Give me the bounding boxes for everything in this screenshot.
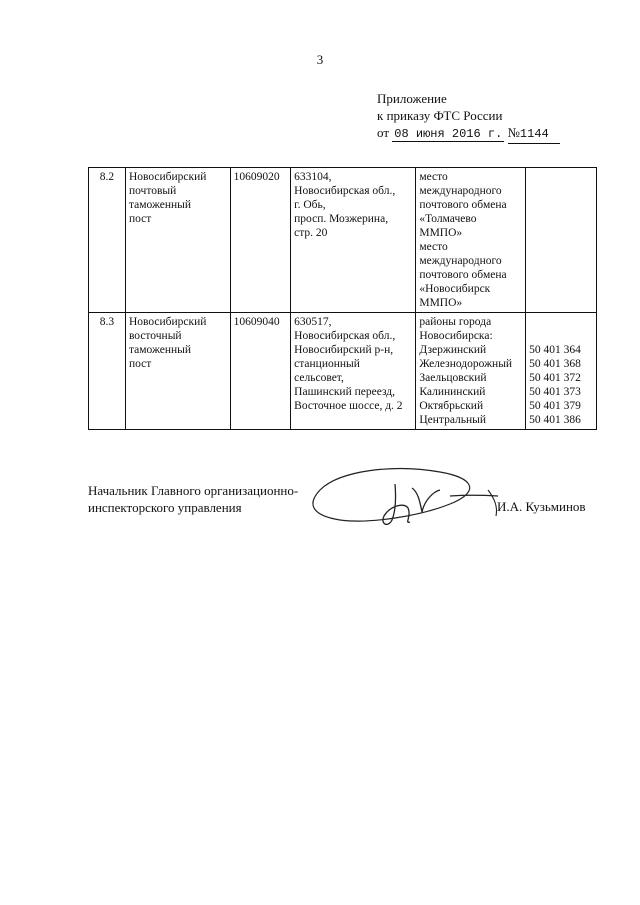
okato-code: 50 401 372 <box>529 372 581 384</box>
table-row <box>89 168 597 313</box>
post-address: 633104, Новосибирская обл., г. Обь, просп. Мозжерина, стр. 20 <box>291 168 416 313</box>
post-code: 10609020 <box>230 168 291 313</box>
post-name: Новосибирский восточный таможенный пост <box>125 313 230 430</box>
appendix-title: Приложение <box>377 91 447 106</box>
date-prefix: от <box>377 125 390 140</box>
post-name: Новосибирский почтовый таможенный пост <box>125 168 230 313</box>
number-prefix: № <box>507 125 520 140</box>
appendix-header <box>377 90 560 144</box>
order-date: 08 июня 2016 г. <box>394 127 503 141</box>
post-zone: районы города Новосибирска: Дзержинский Железнодорожный Заельцовский Калининский Октябрьский Центральный <box>416 313 526 430</box>
post-okato <box>526 168 597 313</box>
appendix-date-line <box>377 124 560 144</box>
okato-code: 50 401 368 <box>529 358 581 370</box>
handwritten-signature <box>300 462 520 537</box>
customs-posts-table <box>88 167 597 430</box>
table-row <box>89 313 597 430</box>
post-address: 630517, Новосибирская обл., Новосибирский р-н, станционный сельсовет, Пашинский переезд, Восточное шоссе, д. 2 <box>291 313 416 430</box>
signer-name: И.А. Кузьминов <box>497 499 586 514</box>
post-code: 10609040 <box>230 313 291 430</box>
row-number: 8.3 <box>89 313 126 430</box>
post-okato <box>526 313 597 430</box>
row-number: 8.2 <box>89 168 126 313</box>
okato-code: 50 401 364 <box>529 344 581 356</box>
signer-position-line2: инспекторского управления <box>88 500 242 515</box>
okato-code: 50 401 373 <box>529 386 581 398</box>
signer-position-line1: Начальник Главного организационно- <box>88 483 299 498</box>
page-number: 3 <box>316 52 324 67</box>
order-number-field <box>508 124 560 144</box>
okato-code: 50 401 386 <box>529 414 581 426</box>
post-zone: место международного почтового обмена «Толмачево ММПО» место международного почтового обмена «Новосибирск ММПО» <box>416 168 526 313</box>
okato-code: 50 401 379 <box>529 400 581 412</box>
order-number: 1144 <box>519 127 549 141</box>
appendix-subtitle: к приказу ФТС России <box>377 108 503 123</box>
